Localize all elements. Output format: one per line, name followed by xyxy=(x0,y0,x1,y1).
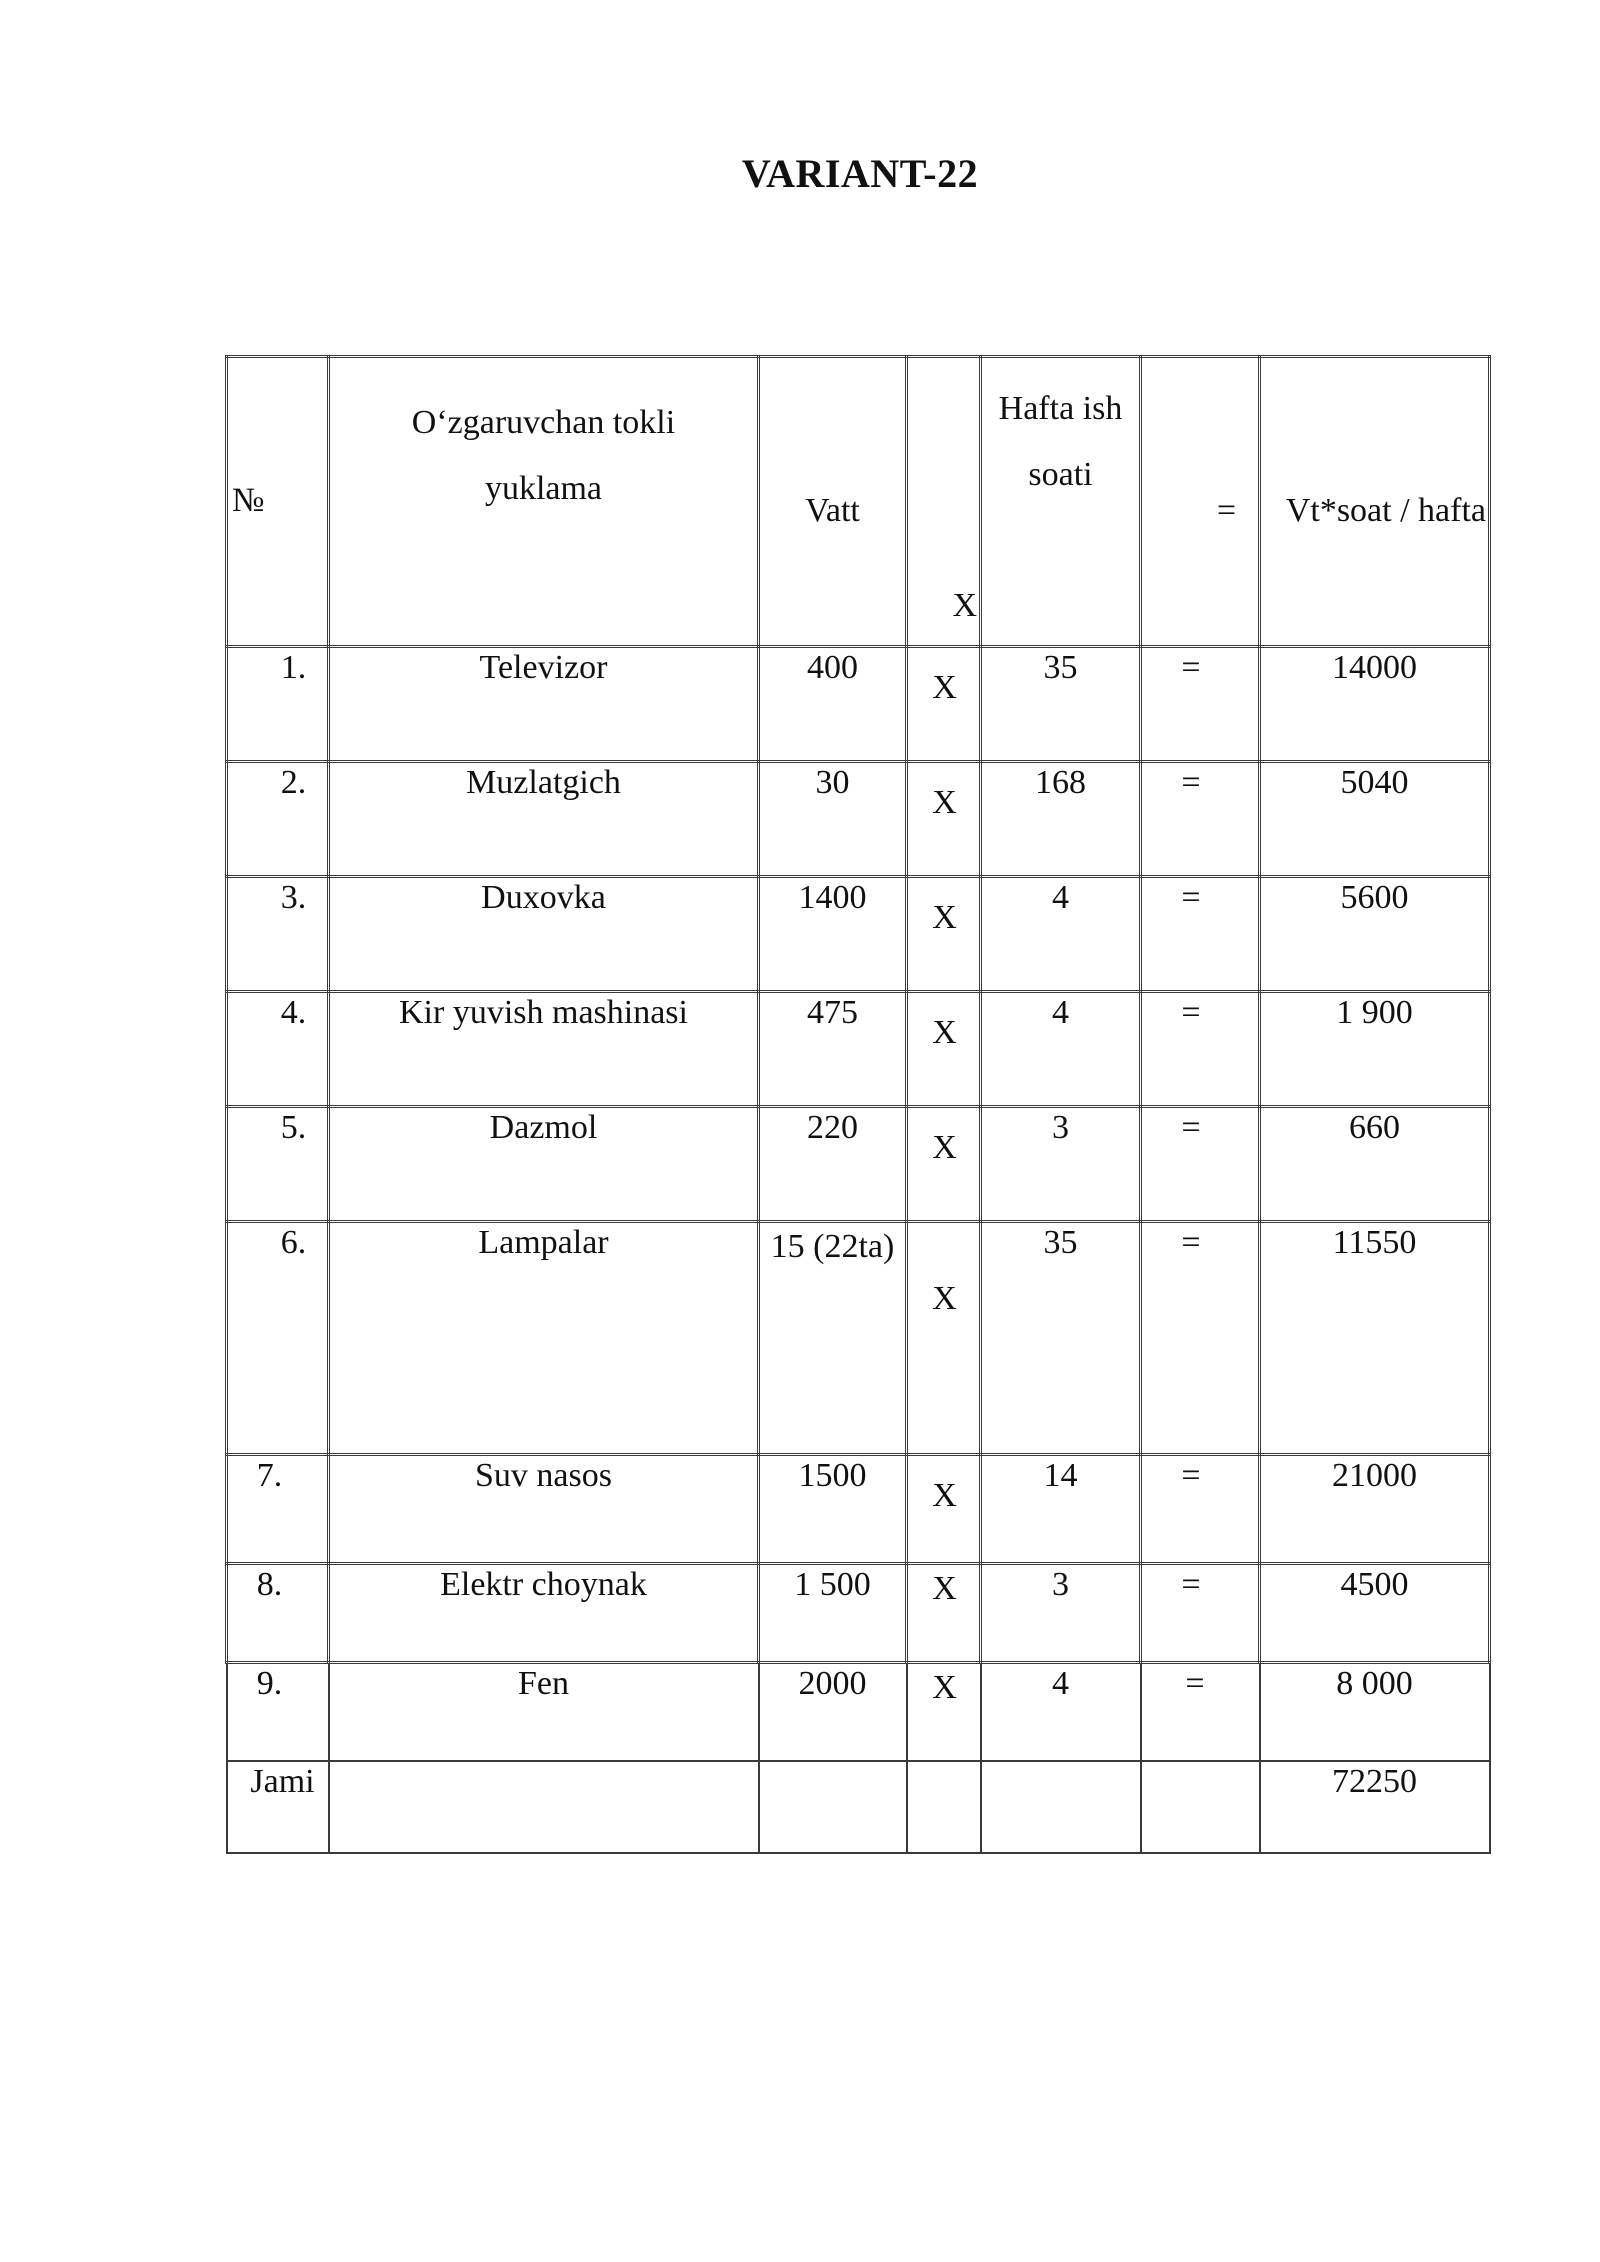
header-equals-sign: = xyxy=(1141,357,1260,647)
header-weekly-hours xyxy=(981,357,1141,647)
table-row xyxy=(227,1564,1490,1663)
row-number: 3. xyxy=(227,877,329,992)
row-result: 11550 xyxy=(1260,1222,1490,1455)
row-equals-sign: = xyxy=(1141,1222,1260,1455)
row-equals-sign: = xyxy=(1141,1455,1260,1564)
row-result: 8 000 xyxy=(1260,1663,1490,1762)
table-header-row xyxy=(227,357,1490,647)
row-result: 660 xyxy=(1260,1107,1490,1222)
row-equals-sign: = xyxy=(1141,1564,1260,1663)
row-times-sign: X xyxy=(907,877,981,992)
table-total-row xyxy=(227,1761,1490,1853)
row-hours: 14 xyxy=(981,1455,1141,1564)
table-row xyxy=(227,647,1490,762)
table-row xyxy=(227,1222,1490,1455)
row-equals-sign: = xyxy=(1141,1107,1260,1222)
header-number: № xyxy=(227,357,329,647)
row-result: 4500 xyxy=(1260,1564,1490,1663)
header-weekly-hours-line2: soati xyxy=(1028,456,1093,493)
row-number: 2. xyxy=(227,762,329,877)
row-watt: 475 xyxy=(759,992,907,1107)
row-hours: 4 xyxy=(981,1663,1141,1762)
row-hours: 3 xyxy=(981,1107,1141,1222)
row-result: 5600 xyxy=(1260,877,1490,992)
table-row xyxy=(227,877,1490,992)
header-load-name-line2: yuklama xyxy=(484,470,603,507)
row-hours: 4 xyxy=(981,992,1141,1107)
row-load-name: Televizor xyxy=(329,647,759,762)
header-load-name-line1: O‘zgaruvchan tokli xyxy=(411,404,676,441)
row-hours: 3 xyxy=(981,1564,1141,1663)
row-number: 9. xyxy=(227,1663,329,1762)
row-watt: 220 xyxy=(759,1107,907,1222)
row-load-name: Fen xyxy=(329,1663,759,1762)
row-times-sign: X xyxy=(907,1455,981,1564)
row-watt: 1 500 xyxy=(759,1564,907,1663)
row-hours: 35 xyxy=(981,1222,1141,1455)
row-result: 1 900 xyxy=(1260,992,1490,1107)
row-times-sign: X xyxy=(907,992,981,1107)
row-equals-sign: = xyxy=(1141,992,1260,1107)
row-equals-sign: = xyxy=(1141,762,1260,877)
row-number: 6. xyxy=(227,1222,329,1455)
row-load-name: Elektr choynak xyxy=(329,1564,759,1663)
row-load-name: Suv nasos xyxy=(329,1455,759,1564)
page-title: VARIANT-22 xyxy=(741,151,979,196)
row-times-sign: X xyxy=(907,762,981,877)
power-consumption-table xyxy=(225,355,1491,1854)
table-row xyxy=(227,1663,1490,1762)
row-times-sign: X xyxy=(907,647,981,762)
total-empty-cell xyxy=(329,1761,759,1853)
header-load-name xyxy=(329,357,759,647)
header-times-sign: X xyxy=(907,357,981,647)
row-hours: 4 xyxy=(981,877,1141,992)
header-weekly-hours-line1: Hafta ish xyxy=(998,390,1123,427)
header-watt: Vatt xyxy=(759,357,907,647)
total-result: 72250 xyxy=(1260,1761,1490,1853)
row-load-name: Muzlatgich xyxy=(329,762,759,877)
row-watt: 1400 xyxy=(759,877,907,992)
table-row xyxy=(227,762,1490,877)
row-times-sign: X xyxy=(907,1663,981,1762)
row-number: 4. xyxy=(227,992,329,1107)
header-result: Vt*soat / hafta xyxy=(1260,357,1490,647)
row-number: 1. xyxy=(227,647,329,762)
total-empty-cell xyxy=(1141,1761,1260,1853)
row-watt: 15 (22ta) xyxy=(759,1222,907,1455)
row-load-name: Lampalar xyxy=(329,1222,759,1455)
row-load-name: Duxovka xyxy=(329,877,759,992)
total-label: Jami xyxy=(227,1761,329,1853)
row-times-sign: X xyxy=(907,1107,981,1222)
row-number: 8. xyxy=(227,1564,329,1663)
row-result: 5040 xyxy=(1260,762,1490,877)
row-watt: 400 xyxy=(759,647,907,762)
row-load-name: Kir yuvish mashinasi xyxy=(329,992,759,1107)
row-number: 7. xyxy=(227,1455,329,1564)
total-empty-cell xyxy=(907,1761,981,1853)
row-hours: 168 xyxy=(981,762,1141,877)
row-equals-sign: = xyxy=(1141,647,1260,762)
power-table-container xyxy=(225,355,1488,1854)
row-load-name: Dazmol xyxy=(329,1107,759,1222)
row-watt: 30 xyxy=(759,762,907,877)
row-result: 21000 xyxy=(1260,1455,1490,1564)
row-result: 14000 xyxy=(1260,647,1490,762)
row-hours: 35 xyxy=(981,647,1141,762)
table-row xyxy=(227,992,1490,1107)
table-row xyxy=(227,1455,1490,1564)
row-times-sign: X xyxy=(907,1564,981,1663)
table-row xyxy=(227,1107,1490,1222)
total-empty-cell xyxy=(981,1761,1141,1853)
row-times-sign: X xyxy=(907,1222,981,1455)
row-equals-sign: = xyxy=(1141,877,1260,992)
row-equals-sign: = xyxy=(1141,1663,1260,1762)
row-watt: 1500 xyxy=(759,1455,907,1564)
total-empty-cell xyxy=(759,1761,907,1853)
row-number: 5. xyxy=(227,1107,329,1222)
row-watt: 2000 xyxy=(759,1663,907,1762)
